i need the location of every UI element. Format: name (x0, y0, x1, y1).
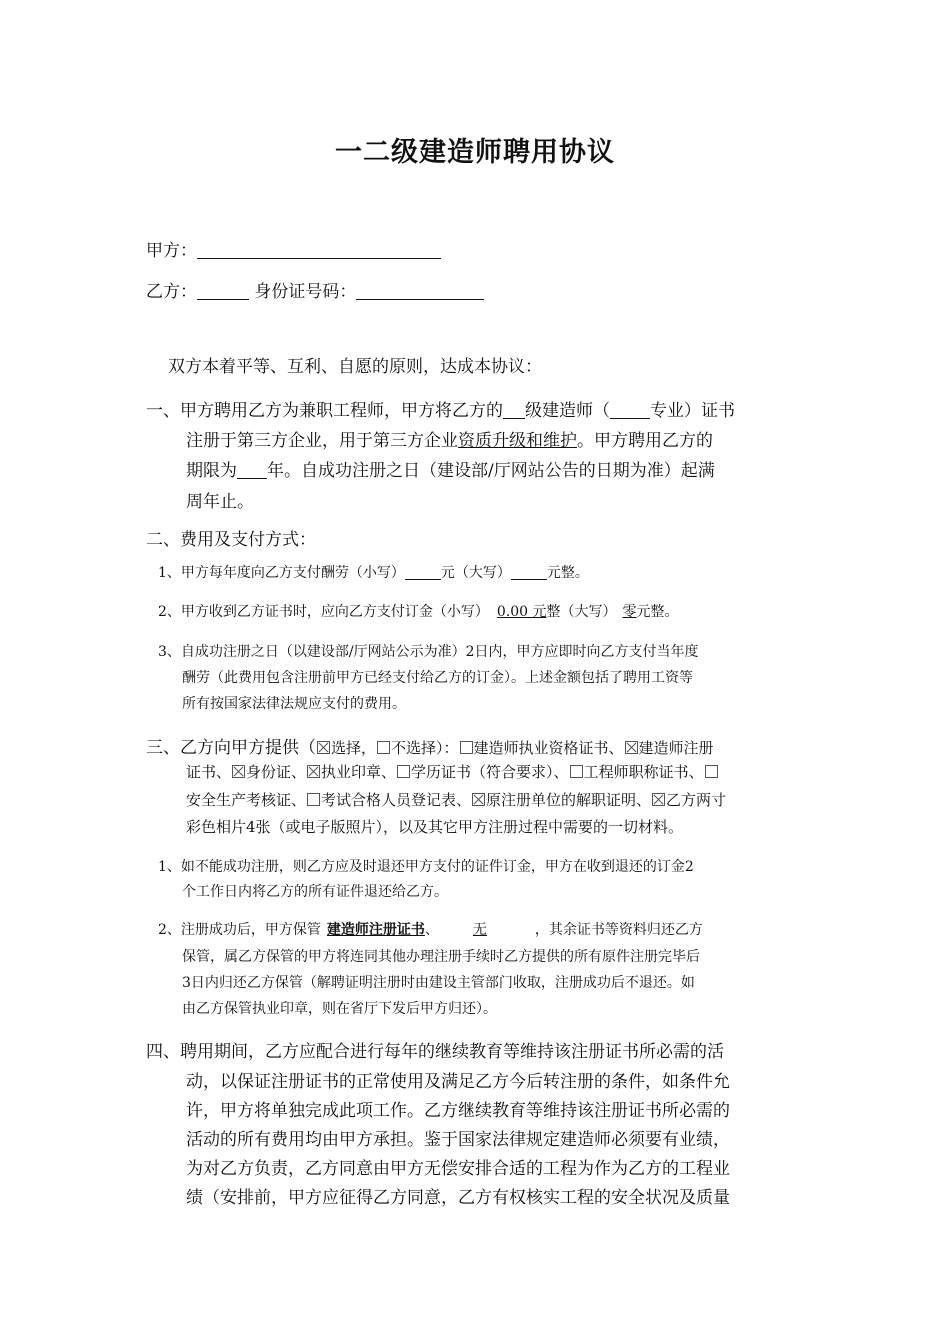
checkbox-seal[interactable] (307, 765, 320, 778)
fee-text: 整（大写） (546, 604, 617, 620)
id-label: 身份证号码： (254, 282, 357, 302)
section-1-text: 一、甲方聘用乙方为兼职工程师，甲方将乙方的 (146, 401, 503, 421)
section-4-line-4: 活动的所有费用均由甲方承担。鉴于国家法律规定建造师必须要有业绩， (186, 1130, 730, 1150)
section-3-text: 三、乙方向甲方提供（ (146, 738, 316, 758)
party-b-label: 乙方： (146, 282, 197, 302)
fee-item-3-line-3: 所有按国家法律法规应支付的费用。 (182, 696, 406, 712)
checkbox-registration-cert[interactable] (625, 741, 638, 754)
section-3-text: 证书、 (186, 763, 232, 781)
checkbox-id-card[interactable] (232, 765, 245, 778)
section-1-text: 期限为 (186, 461, 237, 481)
section-4-line-6: 绩（安排前，甲方应征得乙方同意，乙方有权核实工程的安全状况及质量 (186, 1188, 730, 1208)
section-3-text: 工程师职称证书、 (583, 763, 704, 781)
section-3-text: 乙方两寸 (666, 791, 727, 809)
fee-item-3-line-2: 酬劳（此费用包含注册前甲方已经支付给乙方的订金）。上述金额包括了聘用工资等 (182, 670, 693, 686)
section-3-line-4: 彩色相片4张（或电子版照片），以及其它甲方注册过程中需要的一切材料。 (186, 818, 684, 836)
fee-text: 元整。 (546, 565, 589, 581)
section-3-text: ，其余证书等资料归还乙方 (534, 922, 703, 938)
term-years-blank[interactable] (237, 462, 267, 479)
checkbox-photos[interactable] (652, 793, 665, 806)
checkbox-safety-cert[interactable] (705, 765, 718, 778)
party-b-line (146, 277, 484, 302)
section-1-line-2 (186, 426, 713, 451)
party-a-blank[interactable] (197, 242, 441, 259)
qualification-purpose: 资质升级和维护 (458, 431, 577, 451)
party-a-label: 甲方： (146, 241, 197, 261)
section-3-text: 原注册单位的解职证明、 (486, 791, 652, 809)
section-4-line-1: 四、聘用期间，乙方应配合进行每年的继续教育等维持该注册证书所必需的活 (146, 1042, 724, 1062)
id-number-blank[interactable] (356, 283, 484, 300)
section-3-line-1 (146, 733, 714, 758)
fee-text: 元（大写） (440, 565, 511, 581)
kept-certificate-name: 建造师注册证书 (326, 922, 425, 938)
checkbox-dismissal-proof[interactable] (472, 793, 485, 806)
other-kept-item: 无 (472, 922, 487, 938)
fee-item-1 (158, 562, 589, 582)
section-3-text: 、 (424, 922, 439, 938)
intro-paragraph: 双方本着平等、互利、自愿的原则，达成本协议： (168, 357, 542, 377)
document-title: 一二级建造师聘用协议 (335, 137, 615, 168)
section-1-line-4: 周年止。 (186, 492, 254, 512)
section-3-text: 2、注册成功后，甲方保管 (158, 922, 321, 938)
checkbox-qualification-cert[interactable] (460, 741, 473, 754)
level-blank[interactable] (503, 402, 525, 419)
section-3-text: 执业印章、 (321, 763, 397, 781)
deposit-lower-value: 0.00 元 (496, 604, 547, 620)
party-a-line (146, 236, 441, 261)
annual-fee-lower-blank[interactable] (405, 565, 441, 580)
section-4-line-2: 动，以保证注册证书的正常使用及满足乙方今后转注册的条件，如条件允 (186, 1072, 730, 1092)
section-3-text: 选择， (331, 739, 377, 757)
deposit-upper-value: 零 (622, 604, 637, 620)
section-3-text: 不选择）： (391, 739, 459, 757)
fee-item-2 (158, 601, 679, 621)
section-4-line-5: 为对乙方负责，乙方同意由甲方无偿安排合适的工程为作为乙方的工程业 (186, 1159, 730, 1179)
section-3-text: 建造师注册 (638, 739, 714, 757)
fee-text: 2、甲方收到乙方证书时，应向乙方支付订金（小写） (158, 604, 489, 620)
annual-fee-upper-blank[interactable] (511, 565, 547, 580)
section-3-text: 安全生产考核证、 (186, 791, 307, 809)
unchecked-checkbox-icon[interactable] (377, 741, 390, 754)
section-3-item-1-line-1: 1、如不能成功注册，则乙方应及时退还甲方支付的证件订金，甲方在收到退还的订金2 (158, 859, 694, 875)
section-1-text: 级建造师（ (525, 401, 610, 421)
fee-text: 1、甲方每年度向乙方支付酬劳（小写） (158, 565, 405, 581)
section-3-item-2-line-2: 保管，属乙方保管的甲方将连同其他办理注册手续时乙方提供的所有原件注册完毕后 (182, 949, 700, 965)
section-1-text: 注册于第三方企业，用于第三方企业 (186, 431, 458, 451)
fee-item-3-line-1: 3、自成功注册之日（以建设部/厅网站公示为准）2日内，甲方应即时向乙方支付当年度 (158, 644, 699, 660)
section-1-text: 。甲方聘用乙方的 (577, 431, 713, 451)
section-3-item-2-line-1 (158, 919, 703, 939)
party-b-blank[interactable] (197, 283, 249, 300)
section-3-item-2-line-3: 3日内归还乙方保管（解聘证明注册时由建设主管部门收取，注册成功后不退还。如 (182, 975, 695, 991)
section-3-line-3 (186, 789, 726, 810)
section-4-line-3: 许，甲方将单独完成此项工作。乙方继续教育等维持该注册证书所必需的 (186, 1101, 730, 1121)
checkbox-diploma[interactable] (397, 765, 410, 778)
section-3-text: 考试合格人员登记表、 (321, 791, 472, 809)
section-3-text: 建造师执业资格证书、 (473, 739, 624, 757)
checkbox-engineer-title[interactable] (570, 765, 583, 778)
section-1-line-1 (146, 396, 735, 421)
section-2-heading: 二、费用及支付方式： (146, 530, 316, 550)
section-1-line-3 (186, 456, 715, 481)
specialty-blank[interactable] (610, 402, 650, 419)
section-1-text: 年。自成功注册之日（建设部/厅网站公告的日期为准）起满 (267, 461, 715, 481)
section-1-text: 专业）证书 (650, 401, 735, 421)
checked-checkbox-icon[interactable] (317, 741, 330, 754)
section-3-text: 身份证、 (246, 763, 307, 781)
section-3-line-2 (186, 761, 719, 782)
fee-text: 元整。 (636, 604, 679, 620)
section-3-item-1-line-2: 个工作日内将乙方的所有证件退还给乙方。 (182, 884, 448, 900)
section-3-item-2-line-4: 由乙方保管执业印章，则在省厅下发后甲方归还）。 (182, 1001, 497, 1017)
section-3-text: 学历证书（符合要求）、 (411, 763, 569, 781)
checkbox-exam-registration[interactable] (307, 793, 320, 806)
